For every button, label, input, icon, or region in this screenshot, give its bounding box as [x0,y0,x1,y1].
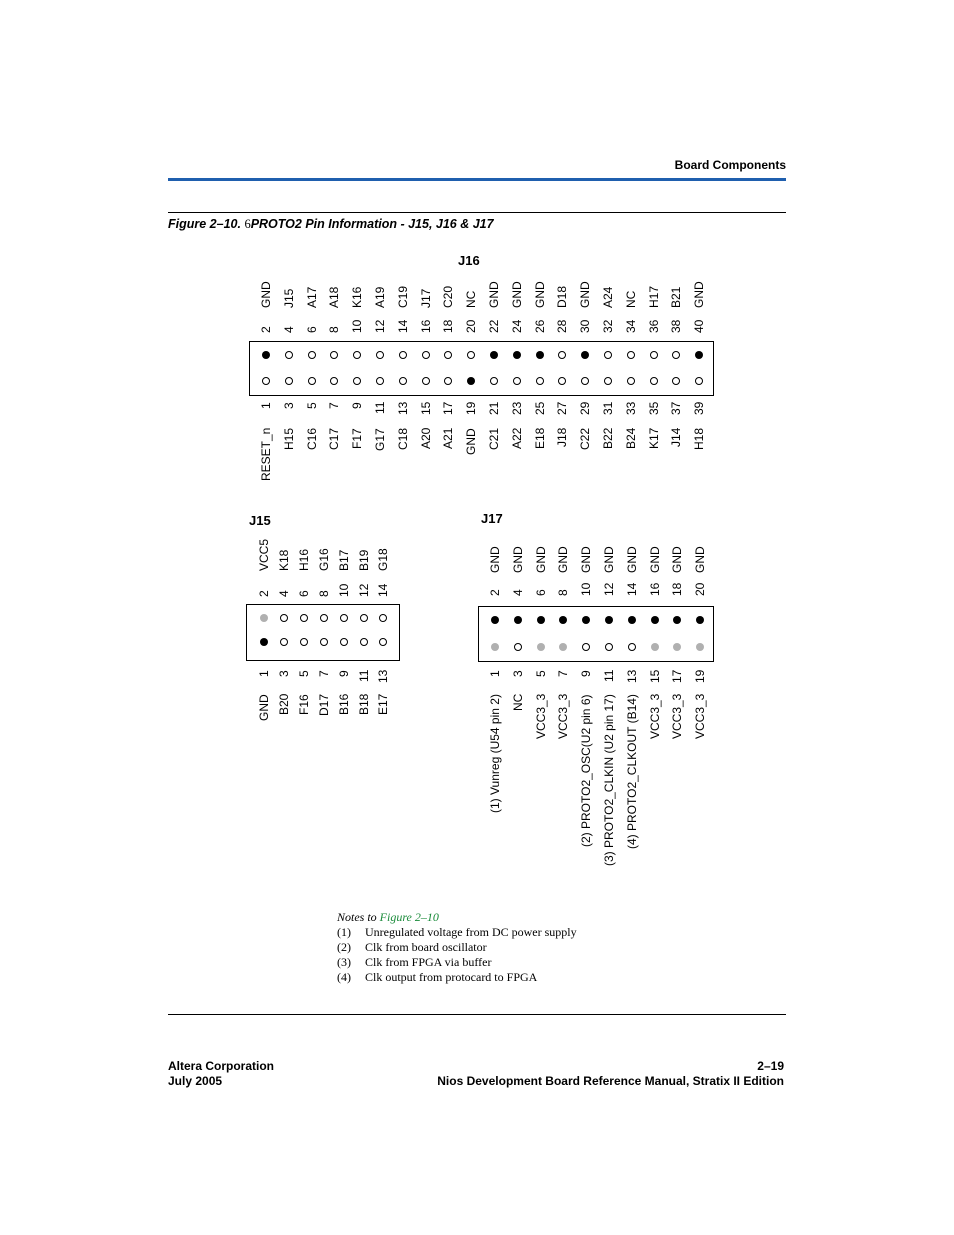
j15-pin-number: 14 [376,583,391,597]
j16-signal-label: C18 [395,427,410,450]
footer-company: Altera Corporation [168,1059,275,1073]
j17-pin-number: 16 [647,582,662,596]
j15-pin-number: 3 [276,670,291,677]
j17-pin [514,616,522,624]
j17-pin-number: 6 [533,589,548,596]
j15-pin-number: 8 [316,590,331,597]
j16-pin-number: 17 [441,401,456,415]
j16-signal-label: D18 [555,285,570,308]
j16-pin-number: 36 [646,319,661,333]
j15-pin [300,638,308,646]
section-title: Board Components [674,158,786,172]
j15-header-outline [246,604,400,661]
j17-signal-label: GND [647,546,662,573]
j17-signal-label: GND [510,546,525,573]
j17-signal-label: GND [556,546,571,573]
j16-signal-label: H15 [281,427,296,450]
j15-pin [360,638,368,646]
j17-signal-label: GND [533,546,548,573]
caption-title: PROTO2 Pin Information - J15, J16 & J17 [250,217,494,231]
j16-pin-number: 16 [418,319,433,333]
j17-pin-number: 5 [533,670,548,677]
j15-pin-number: 6 [296,590,311,597]
j16-pin-number: 10 [350,319,365,333]
j16-signal-label: H18 [692,427,707,450]
figure-notes [337,910,577,985]
j16-pin [399,351,407,359]
j15-pin-number: 5 [296,670,311,677]
j16-pin-number: 11 [373,401,387,414]
j16-pin [422,377,430,385]
j17-pin-number: 14 [624,582,639,596]
j16-signal-label: A21 [441,427,456,449]
j15-pin [260,614,268,622]
j16-signal-label: C16 [304,427,319,450]
j16-pin-number: 29 [578,401,593,415]
j17-pin-number: 19 [693,669,708,683]
j16-pin-number: 34 [623,319,638,333]
notes-figure-link[interactable]: Figure 2–10 [379,910,439,924]
j16-pin-number: 22 [487,319,501,333]
caption-rule [168,212,786,213]
j15-pin [320,614,328,622]
j16-signal-label: J18 [555,427,570,447]
j16-pin-number: 5 [304,402,319,409]
j17-signal-label: (3) PROTO2_CLKIN (U2 pin 17) [602,694,616,866]
j17-signal-label: VCC3_3 [693,693,708,739]
j15-signal-label: B19 [356,549,371,571]
j16-signal-label: A24 [601,286,615,308]
j16-signal-label: A22 [509,427,524,449]
j16-pin-number: 6 [304,326,319,333]
j16-pin [490,351,498,359]
j16-pin [650,377,658,385]
j16-signal-label: C22 [578,427,593,450]
j15-pin [340,614,348,622]
j17-pin-number: 15 [647,669,662,683]
figure-caption [168,217,494,232]
j17-pin [514,643,522,651]
j16-signal-label: GND [487,281,501,308]
j17-signal-label: VCC3_3 [556,693,571,739]
j16-pin [604,377,612,385]
j16-signal-label: G17 [373,428,387,451]
j16-pin-number: 9 [350,402,365,409]
j17-pin-number: 13 [624,669,639,683]
j15-pin-number: 2 [257,590,271,597]
j17-pin-number: 4 [510,589,525,596]
j17-pin-number: 18 [670,582,685,596]
j15-pin [360,614,368,622]
j16-pin [513,377,521,385]
j16-signal-label: GND [464,428,479,455]
j16-pin [422,351,430,359]
j16-pin-number: 18 [441,319,456,333]
j16-pin-number: 15 [418,401,433,415]
j16-pin [536,377,544,385]
j17-pin [605,643,613,651]
footer-manual-title: Nios Development Board Reference Manual, Stratix II Edition [437,1074,784,1088]
j16-pin [285,377,293,385]
j15-pin [340,638,348,646]
j17-pin [491,616,499,624]
j16-pin-number: 27 [555,401,570,415]
note-item: (4) Clk output from protocard to FPGA [337,970,538,984]
j16-signal-label: A20 [418,427,433,449]
j17-pin-number: 9 [579,670,594,677]
j17-signal-label: GND [670,546,685,573]
j16-pin-number: 19 [464,401,479,415]
j16-pin-number: 12 [373,319,387,333]
footer-rule [168,1014,786,1015]
j15-pin-number: 4 [276,590,291,597]
j17-pin-number: 2 [488,589,502,596]
j15-signal-label: H16 [296,548,311,571]
j16-signal-label: B22 [601,427,615,449]
j16-signal-label: GND [532,281,547,308]
j16-signal-label: H17 [646,285,661,308]
j15-pin-number: 10 [336,583,351,597]
j16-pin-number: 7 [327,402,342,409]
j17-pin [605,616,613,624]
j16-pin-number: 31 [601,401,615,415]
note-item: (2) Clk from board oscillator [337,940,487,954]
j16-pin-number: 21 [487,401,501,415]
j16-pin-number: 1 [259,402,273,409]
j17-pin-number: 8 [556,589,571,596]
j16-pin-number: 30 [578,319,593,333]
j16-signal-label: C17 [327,427,342,450]
j16-pin-number: 40 [692,319,707,333]
j17-signal-label: GND [693,546,708,573]
j17-pin-number: 10 [579,582,594,596]
j16-signal-label: E18 [532,427,547,449]
notes-title: Notes to Figure 2–10 [337,910,439,924]
note-item: (1) Unregulated voltage from DC power supply [337,925,577,939]
j17-signal-label: (2) PROTO2_OSC(U2 pin 6) [579,694,594,847]
j17-pin [651,643,659,651]
j15-signal-label: B20 [276,693,291,715]
j15-pin [280,638,288,646]
j16-pin [285,351,293,359]
j16-signal-label: J17 [418,288,433,308]
j17-signal-label: GND [488,546,502,573]
j16-pin [536,351,544,359]
j17-signal-label: GND [602,546,616,573]
note-item: (3) Clk from FPGA via buffer [337,955,492,969]
j17-signal-label: VCC3_3 [670,693,685,739]
j16-pin [262,351,270,359]
j16-signal-label: RESET_n [259,427,273,481]
j17-pin-number: 7 [556,670,571,677]
j16-signal-label: NC [464,290,479,308]
j16-pin-number: 4 [281,326,296,333]
j17-label: J17 [481,511,503,526]
j16-pin [490,377,498,385]
j16-pin-number: 23 [509,401,524,415]
j16-pin-number: 28 [555,319,570,333]
j16-signal-label: C20 [441,285,456,308]
j15-signal-label: GND [257,694,271,721]
j16-pin-number: 25 [532,401,547,415]
j16-signal-label: GND [692,281,707,308]
j16-signal-label: K17 [646,427,661,449]
j16-pin-number: 24 [509,319,524,333]
j16-pin [627,351,635,359]
j17-signal-label: NC [510,693,525,711]
caption-mark: 6 [244,217,251,231]
j16-signal-label: GND [259,281,273,308]
j15-pin-number: 13 [376,669,391,683]
j16-pin-number: 20 [464,319,479,333]
j16-pin-number: 32 [601,319,615,333]
j16-header-outline [249,341,714,396]
caption-prefix: Figure 2–10. [168,217,241,231]
j16-pin [308,377,316,385]
j17-pin [537,643,545,651]
j16-signal-label: K16 [350,286,365,308]
j17-pin [628,643,636,651]
j15-pin-number: 11 [356,669,371,682]
j17-signal-label: VCC3_3 [647,693,662,739]
j15-signal-label: G18 [376,548,391,571]
j16-signal-label: NC [623,290,638,308]
j15-signal-label: VCC5 [257,538,271,571]
footer-page-number: 2–19 [757,1059,784,1073]
j16-pin-number: 8 [327,326,342,333]
j16-signal-label: A19 [373,286,387,308]
j15-signal-label: B16 [336,693,351,715]
j16-signal-label: A17 [304,286,319,308]
j15-pin-number: 1 [257,670,271,677]
j15-pin-number: 12 [356,583,371,597]
j17-pin-number: 3 [510,670,525,677]
j17-pin-number: 20 [693,582,708,596]
j16-pin [399,377,407,385]
j17-pin-number: 1 [488,670,502,677]
j16-pin [308,351,316,359]
j16-pin [262,377,270,385]
j16-signal-label: GND [509,281,524,308]
j16-pin-number: 3 [281,402,296,409]
j17-pin-number: 11 [602,669,616,682]
j15-pin [280,614,288,622]
j16-pin [376,377,384,385]
j17-pin [537,616,545,624]
j16-pin-number: 13 [395,401,410,415]
j15-pin [320,638,328,646]
j15-signal-label: B18 [356,693,371,715]
j16-signal-label: A18 [327,286,342,308]
j16-signal-label: GND [578,281,593,308]
j16-pin [627,377,635,385]
j16-pin-number: 37 [669,401,684,415]
j16-pin-number: 33 [623,401,638,415]
j15-pin [300,614,308,622]
j16-pin [604,351,612,359]
j16-pin [513,351,521,359]
j15-pin [260,638,268,646]
j17-pin [651,616,659,624]
j15-signal-label: F16 [296,694,311,715]
j16-signal-label: J15 [281,288,296,308]
j17-signal-label: VCC3_3 [533,693,548,739]
j16-pin-number: 39 [692,401,707,415]
j15-signal-label: K18 [276,549,291,571]
j16-pin-number: 35 [646,401,661,415]
j15-signal-label: G16 [316,548,331,571]
j17-signal-label: (4) PROTO2_CLKOUT (B14) [624,694,639,849]
j15-signal-label: B17 [336,549,351,571]
j16-signal-label: C19 [395,285,410,308]
j16-pin-number: 38 [669,319,684,333]
j15-signal-label: E17 [376,693,391,715]
j16-label: J16 [458,253,480,268]
j16-pin-number: 26 [532,319,547,333]
j16-pin-number: 2 [259,326,273,333]
j17-pin-number: 17 [670,669,685,683]
j16-signal-label: C21 [487,427,501,450]
j17-signal-label: GND [579,546,594,573]
j17-signal-label: (1) Vunreg (U54 pin 2) [488,694,502,813]
j17-pin [491,643,499,651]
j15-pin-number: 7 [316,670,331,677]
j16-signal-label: F17 [350,428,365,449]
j16-signal-label: B24 [623,427,638,449]
j16-signal-label: B21 [669,286,684,308]
j17-signal-label: GND [624,546,639,573]
j17-header-outline [478,606,714,662]
footer-date: July 2005 [168,1074,223,1088]
j16-pin [376,351,384,359]
j16-pin-number: 14 [395,319,410,333]
j15-signal-label: D17 [316,693,331,716]
j16-signal-label: J14 [669,427,684,447]
j17-pin-number: 12 [602,582,616,596]
header-rule [168,178,786,181]
j15-label: J15 [249,513,271,528]
j15-pin-number: 9 [336,670,351,677]
j17-pin [628,616,636,624]
j16-pin [650,351,658,359]
